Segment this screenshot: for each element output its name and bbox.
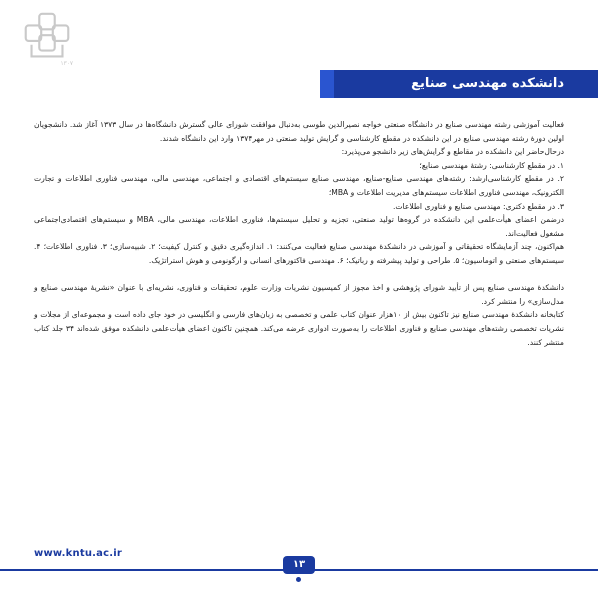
paragraph: کتابخانه دانشکدهٔ مهندسی صنایع نیز تاکنون بیش از ۱۰هزار عنوان کتاب علمی و تخصصی به زبان‌های فارسی و انگلیسی در خود جای داده است و مجموعه‌ای از مجلات و نشریات تخصصی رشته‌های مهندسی صنایع و فناوری اطلاعات را به‌صورت ادواری عرضه می‌کند. همچنین تاکنون اعضای هیأت‌علمی دانشکده موفق شده‌اند ۳۴ جلد کتاب منتشر کنند. — [34, 310, 565, 347]
list-item: ۲. در مقطع کارشناسی‌ارشد: رشته‌های مهندسی صنایع-صنایع، مهندسی صنایع سیستم‌های اقتصادی و اجتماعی، مهندسی مالی، مهندسی فناوری اطلاعات و تجارت الکترونیک، مهندسی فناوری اطلاعات سیستم‌های مدیریت اطلاعات و MBA؛ — [34, 174, 564, 197]
title-banner-accent — [320, 70, 334, 98]
list-item: ۱. در مقطع کارشناسی: رشتهٔ مهندسی صنایع؛ — [419, 160, 564, 170]
paragraph-spacer — [34, 268, 564, 282]
page-number-dot — [296, 577, 301, 582]
logo-caption: ۱۳۰۷ — [60, 61, 74, 68]
paragraph: فعالیت آموزشی رشته مهندسی صنایع در دانشگاه صنعتی خواجه نصیرالدین طوسی به‌دنبال موافقت شورای عالی گسترش دانشگاه‌ها در سال ۱۳۷۳ آغاز شد. دانشجویان اولین دورهٔ رشته مهندسی صنایع در این دانشکده در مقطع کارشناسی و گرایش تولید صنعتی در مهر۱۳۷۴ وارد این دانشگاه شدند. — [34, 120, 565, 143]
paragraph: درحال‌حاضر این دانشکده در مقاطع و گرایش‌های زیر دانشجو می‌پذیرد: — [341, 147, 564, 157]
page-number: ۱۳ — [283, 556, 315, 574]
kntu-emblem-icon — [18, 10, 76, 68]
paragraph: دانشکدهٔ مهندسی صنایع پس از تأیید شورای پژوهشی و اخذ مجوز از کمیسیون نشریات وزارت علوم، تحقیقات و فناوری، نشریه‌ای با عنوان «نشریهٔ مهندسی صنایع و مدل‌سازی» را منتشر کرد. — [34, 283, 564, 306]
list-item: ۳. در مقطع دکتری: مهندسی صنایع و فناوری اطلاعات. — [392, 201, 564, 211]
page-title: دانشکده مهندسی صنایع — [411, 76, 564, 91]
paragraph: هم‌اکنون، چند آزمایشگاه تحقیقاتی و آموزشی در دانشکدهٔ مهندسی صنایع فعالیت می‌کنند: ۱. اندازه‌گیری دقیق و کنترل کیفیت؛ ۲. شبیه‌سازی؛ ۳. فناوری اطلاعات؛ ۴. سیستم‌های صنعتی و اتوماسیون؛ ۵. طراحی و تولید پیشرفته و رباتیک؛ ۶. مهندسی فاکتورهای انسانی و ارگونومی و هوش استراتژیک. — [34, 242, 564, 265]
website-link[interactable]: www.kntu.ac.ir — [34, 548, 122, 559]
university-logo — [18, 10, 76, 68]
body-text — [34, 118, 564, 349]
paragraph: درضمن اعضای هیأت‌علمی این دانشکده در گروه‌ها تولید صنعتی، تجزیه و تحلیل سیستم‌ها، فناوری اطلاعات، مهندسی مالی، MBA و سیستم‌های اقتصادی‌اجتماعی مشغول فعالیت‌اند. — [34, 215, 564, 238]
